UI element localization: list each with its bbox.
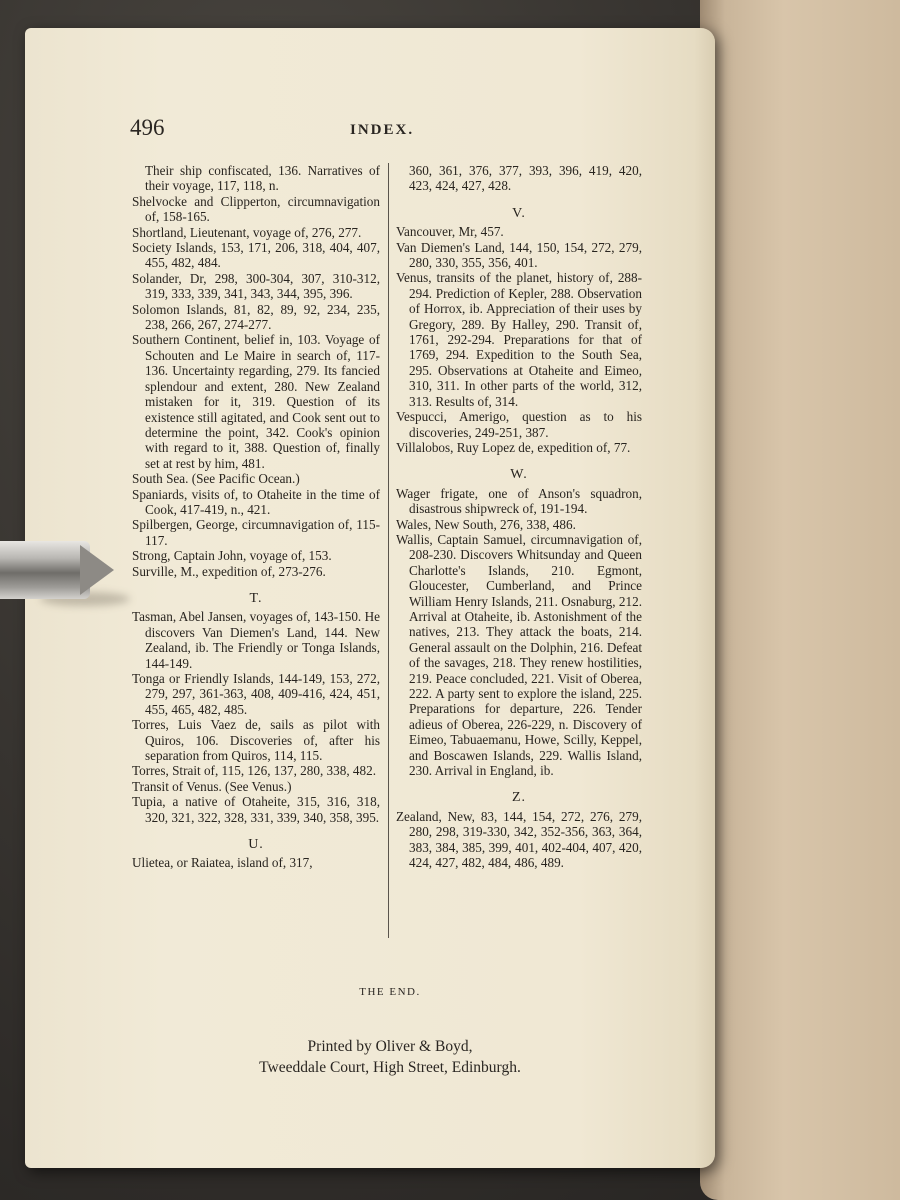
index-entry: Shortland, Lieutenant, voyage of, 276, 277. <box>132 224 362 240</box>
index-entry: Tasman, Abel Jansen, voyages of, 143-150. He discovers Van Diemen's Land, 144. New Zealand, ib. The Friendly or Tonga Islands, 144-149. <box>132 609 380 671</box>
section-letter: V. <box>512 205 526 221</box>
section-letter: U. <box>248 837 264 853</box>
index-entry-continuation: 360, 361, 376, 377, 393, 396, 419, 420, 423, 424, 427, 428. <box>409 163 642 194</box>
index-entry: Van Diemen's Land, 144, 150, 154, 272, 279, 280, 330, 355, 356, 401. <box>396 239 642 271</box>
index-entry: Villalobos, Ruy Lopez de, expedition of, 77. <box>396 439 631 455</box>
index-entry: Shelvocke and Clipperton, circumnavigation of, 158-165. <box>132 193 380 225</box>
index-entry: Torres, Strait of, 115, 126, 137, 280, 338, 482. <box>132 763 376 779</box>
index-entry: Tonga or Friendly Islands, 144-149, 153, 272, 279, 297, 361-363, 408, 409-416, 424, 451, 455, 465, 482, 485. <box>132 671 380 717</box>
index-entry: Strong, Captain John, voyage of, 153. <box>132 548 332 564</box>
facing-page-edge <box>700 0 900 1200</box>
running-title: INDEX. <box>350 122 415 138</box>
section-letter: Z. <box>511 790 527 806</box>
index-entry: Wales, New South, 276, 338, 486. <box>396 516 576 532</box>
index-entry: Wallis, Captain Samuel, circumnavigation of, 208-230. Discovers Whitsunday and Queen Charlotte's Islands, 210. Egmont, Gloucester, Cumberland, and Prince William Henry Islands, 211. Osnaburg, 212. Arrival at Otaheite, ib. Astonishment of the natives, 213. They attack the boats, 214. General assault on the Dolphin, 216. Defeat of the savages, 218. They renew hostilities, 219. Peace concluded, 221. Visit of Oberea, 222. A party sent to explore the island, 225. Preparations for departure, 226. Tender adieus of Oberea, 226-229, n. Discovery of Eimeo, Tabuaemanu, Howe, Scilly, Keppel, and Boscawen Islands, 229. Wallis Island, 230. Arrival in England, ib. <box>396 531 642 779</box>
index-entry: Venus, transits of the planet, history of, 288-294. Prediction of Kepler, 288. Observation of Horrox, ib. Appreciation of their uses by Gregory, 289. By Halley, 290. Transit of, 1761, 292-294. Preparations for that of 1769, 294. Expedition to the South Sea, 295. Observations at Otaheite and Eimeo, 310, 311. In other parts of the world, 312, 313. Results of, 314. <box>396 270 642 409</box>
index-entry: Spaniards, visits of, to Otaheite in the time of Cook, 417-419, n., 421. <box>132 486 380 517</box>
column-divider <box>388 163 389 938</box>
pen-pointer-body <box>0 541 90 599</box>
index-entry: Ulietea, or Raiatea, island of, 317, <box>132 855 313 871</box>
index-entry: Surville, M., expedition of, 273-276. <box>132 563 326 579</box>
index-entry: Wager frigate, one of Anson's squadron, disastrous shipwreck of, 191-194. <box>396 485 642 517</box>
index-entry: Transit of Venus. (See Venus.) <box>132 778 292 794</box>
pen-pointer-tip <box>80 545 114 595</box>
printer-line-2: Tweeddale Court, High Street, Edinburgh. <box>259 1059 521 1076</box>
index-entry: Solomon Islands, 81, 82, 89, 92, 234, 235, 238, 266, 267, 274-277. <box>132 301 380 333</box>
printer-imprint <box>0 1036 780 1078</box>
index-entry: Southern Continent, belief in, 103. Voyage of Schouten and Le Maire in search of, 117-136. Uncertainty regarding, 279. Its fancied splendour and extent, 280. New Zealand mistaken for it, 319. Question of its existence still agitated, and Cook sent out to determine the point, 342. Cook's opinion with regard to it, 388. Question of, finally set at rest by him, 481. <box>132 332 380 471</box>
index-entry: Zealand, New, 83, 144, 154, 272, 276, 279, 280, 298, 319-330, 342, 352-356, 363, 364, 383, 384, 385, 399, 401, 402-404, 407, 420, 424, 427, 482, 484, 486, 489. <box>396 808 642 871</box>
page-number: 496 <box>130 115 165 140</box>
index-entry: Solander, Dr, 298, 300-304, 307, 310-312, 319, 333, 339, 341, 343, 344, 395, 396. <box>132 270 380 302</box>
section-letter: T. <box>249 590 263 606</box>
printer-line-1: Printed by Oliver & Boyd, <box>307 1038 473 1055</box>
section-letter: W. <box>510 467 528 483</box>
the-end-line: THE END. <box>359 986 421 998</box>
index-column-left <box>132 163 380 871</box>
index-entry: Torres, Luis Vaez de, sails as pilot with Quiros, 106. Discoveries of, after his separation from Quiros, 114, 115. <box>132 717 380 764</box>
index-entry: Tupia, a native of Otaheite, 315, 316, 318, 320, 321, 322, 328, 331, 339, 340, 358, 395. <box>132 794 380 825</box>
index-entry: Vancouver, Mr, 457. <box>396 224 504 240</box>
index-column-right <box>396 163 642 870</box>
index-entry: Vespucci, Amerigo, question as to his discoveries, 249-251, 387. <box>396 409 642 440</box>
index-entry-continuation: Their ship confiscated, 136. Narratives of their voyage, 117, 118, n. <box>145 163 380 194</box>
index-entry: Spilbergen, George, circumnavigation of, 115-117. <box>132 517 380 548</box>
index-entry: South Sea. (See Pacific Ocean.) <box>132 471 300 487</box>
index-entry: Society Islands, 153, 171, 206, 318, 404, 407, 455, 482, 484. <box>132 240 380 271</box>
